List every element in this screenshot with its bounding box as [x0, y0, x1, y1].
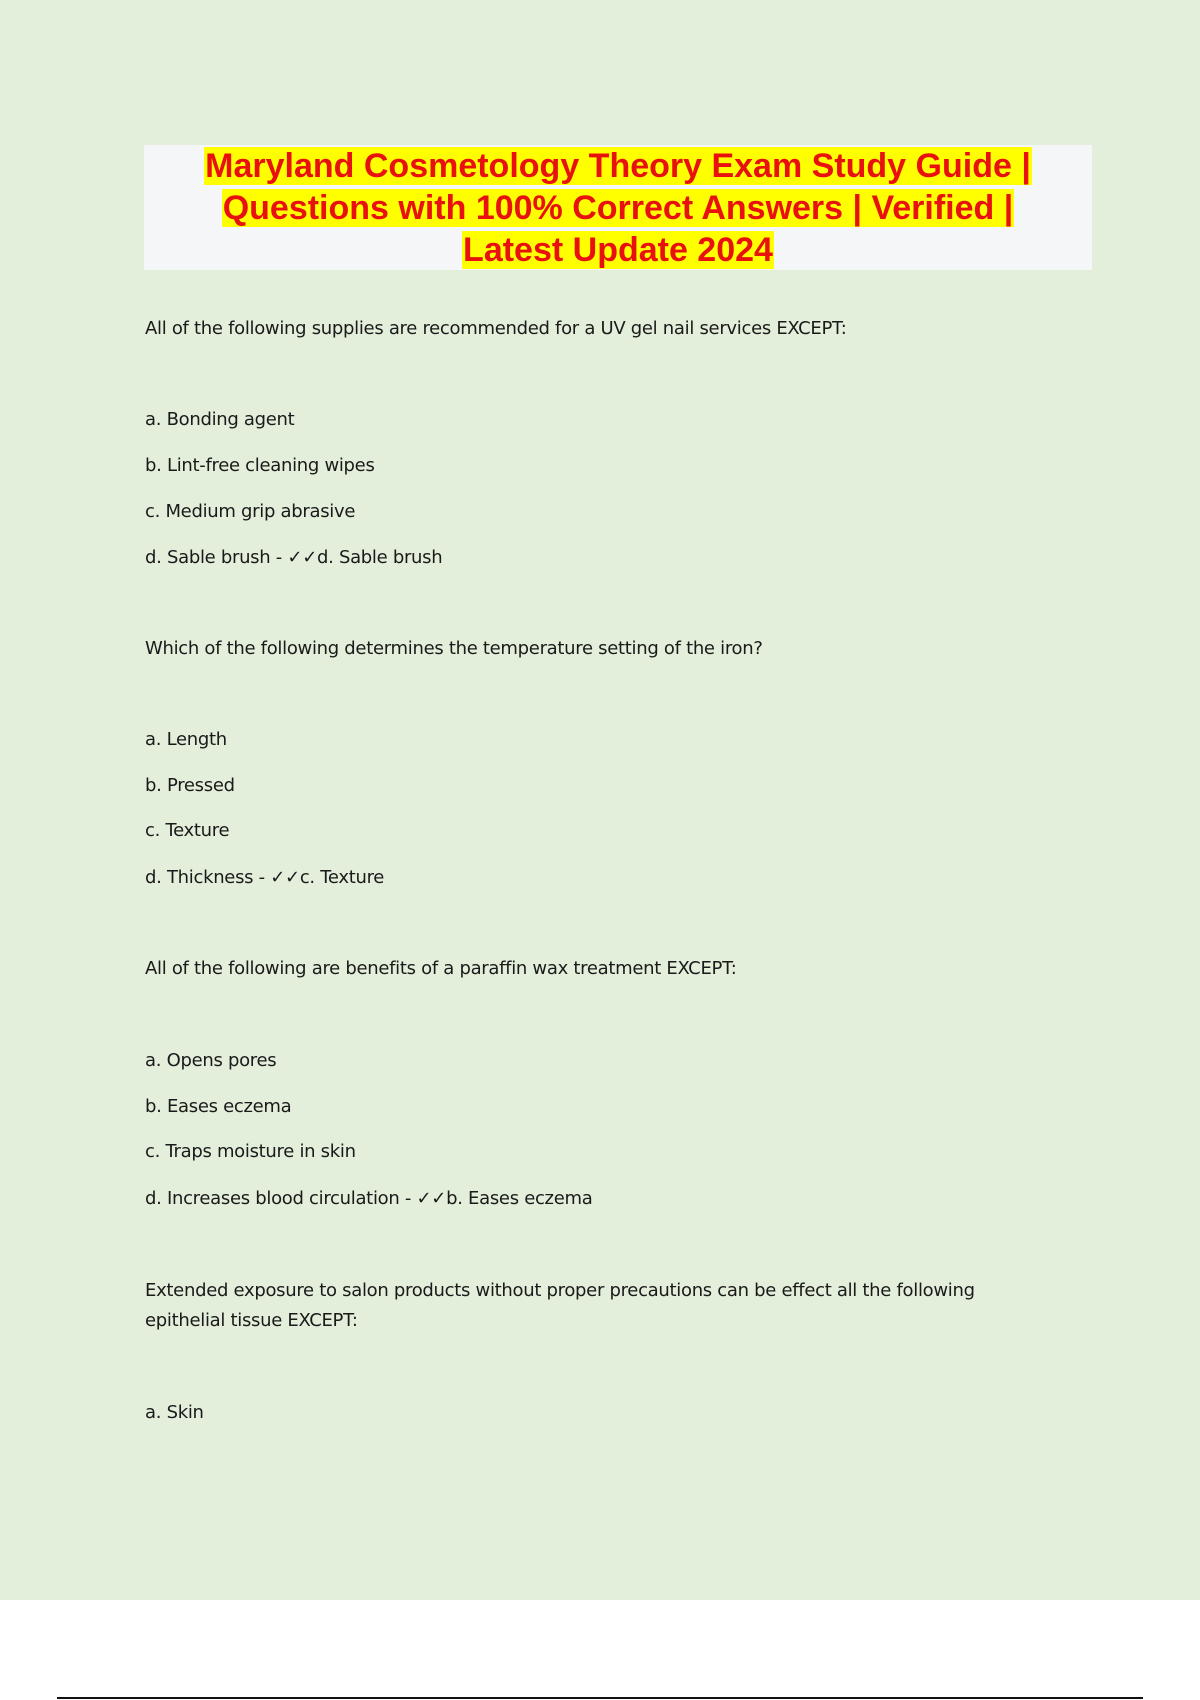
question-3-option-c: c. Traps moisture in skin	[145, 1141, 356, 1162]
question-3-option-b: b. Eases eczema	[145, 1096, 292, 1117]
title-line-1: Maryland Cosmetology Theory Exam Study Guide |	[205, 147, 1031, 185]
question-1-option-a: a. Bonding agent	[145, 409, 295, 430]
question-2-option-d-answer: d. Thickness - ✓✓c. Texture	[145, 867, 385, 888]
question-1-prompt: All of the following supplies are recommended for a UV gel nail services EXCEPT:	[145, 318, 847, 339]
question-2-option-b: b. Pressed	[145, 775, 235, 796]
question-4-option-a: a. Skin	[145, 1402, 204, 1423]
question-2-option-c: c. Texture	[145, 820, 230, 841]
question-2-option-a: a. Length	[145, 729, 227, 750]
question-1-option-b: b. Lint-free cleaning wipes	[145, 455, 375, 476]
question-3-option-d-answer: d. Increases blood circulation - ✓✓b. Eases eczema	[145, 1188, 593, 1209]
footer-rule	[57, 1697, 1143, 1699]
question-1-option-c: c. Medium grip abrasive	[145, 501, 356, 522]
title-line-2: Questions with 100% Correct Answers | Verified |	[222, 189, 1014, 227]
question-3-option-a: a. Opens pores	[145, 1050, 277, 1071]
question-2-prompt: Which of the following determines the temperature setting of the iron?	[145, 638, 763, 659]
question-3-prompt: All of the following are benefits of a paraffin wax treatment EXCEPT:	[145, 958, 737, 979]
question-1-option-d-answer: d. Sable brush - ✓✓d. Sable brush	[145, 547, 443, 568]
title-line-3: Latest Update 2024	[463, 231, 773, 269]
document-title	[144, 145, 1092, 270]
question-4-prompt: Extended exposure to salon products without proper precautions can be effect all the following epithelial tissue EXCEPT:	[145, 1280, 975, 1331]
